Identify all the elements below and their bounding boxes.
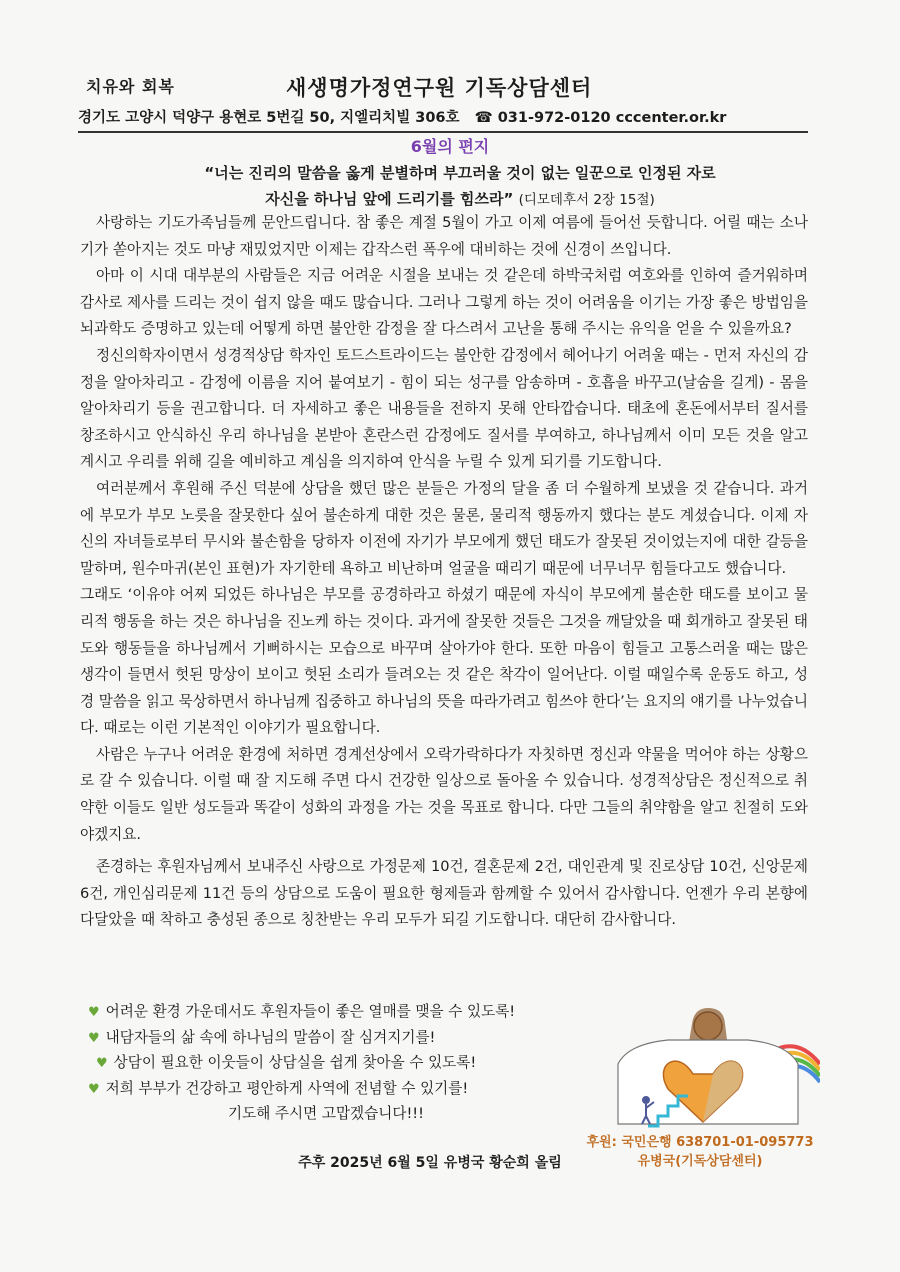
person-icon	[642, 1096, 650, 1104]
paragraph: 여러분께서 후원해 주신 덕분에 상담을 했던 많은 분들은 가정의 달을 좀 더 수월하게 보냈을 것 같습니다. 과거에 부모가 부모 노릇을 잘못한다 싶어 불손하게 대한 것은 물론, 물리적 행동까지 했다는 분도 계셨습니다. 이제 자신의 자녀들로부터 무시와 불손함을 당하자 이전에 자기가 부모에게 했던 태도가 잘못된 것이었는지에 대한 갈등을 말하며, 원수마귀(본인 표현)가 자기한테 욕하고 비난하며 얼굴을 때리기 때문에 너무너무 힘들다고도 했습니다.	[80, 479, 808, 577]
paragraph: 정신의학자이면서 성경적상담 학자인 토드스트라이드는 불안한 감정에서 헤어나기 어려울 때는 - 먼저 자신의 감정을 알아차리고 - 감정에 이름을 지어 붙여보기 - 힘이 되는 성구를 암송하며 - 호흡을 바꾸고(날숨을 길게) - 몸을 알아차리기 등을 권고합니다. 더 자세하고 좋은 내용들을 전하지 못해 안타깝습니다. 태초에 혼돈에서부터 질서를 창조하시고 안식하신 우리 하나님을 본받아 혼란스런 감정에도 질서를 부여하고, 하나님께서 이미 모든 것을 알고 계시고 우리를 위해 길을 예비하고 계심을 의지하여 안식을 누릴 수 있게 되기를 기도합니다.	[80, 346, 808, 471]
phone-number: 031-972-0120	[497, 110, 611, 126]
verse-line-1: “너는 진리의 말씀을 옳게 분별하며 부끄러울 것이 없는 일꾼으로 인정된 자로	[204, 164, 716, 182]
phone-icon: ☎	[474, 110, 493, 126]
verse-line-2	[100, 186, 820, 213]
paragraph: 사람은 누구나 어려운 환경에 처하면 경계선상에서 오락가락하다가 자칫하면 정신과 약물을 먹어야 하는 상황으로 갈 수 있습니다. 이럴 때 잘 지도해 주면 다시 건강한 일상으로 돌아올 수 있습니다. 성경적상담은 정신적으로 취약한 이들도 일반 성도들과 똑같이 성화의 과정을 가는 것을 목표로 합니다. 다만 그들의 취약함을 알고 친절히 도와야겠지요.	[80, 745, 808, 843]
verse-reference: (디모데후서 2장 15절)	[518, 192, 655, 208]
jesus-heart-illustration	[598, 1004, 820, 1130]
donation-holder: 유병국(기독상담센터)	[637, 1154, 763, 1169]
prayer-item: ♥ 저희 부부가 건강하고 평안하게 사역에 전념할 수 있기를!	[88, 1079, 469, 1097]
signature: 주후 2025년 6월 5일 유병국 황순희 올림	[298, 1155, 562, 1171]
prayer-item: ♥ 내담자들의 삶 속에 하나님의 말씀이 잘 심겨지기를!	[88, 1028, 436, 1046]
leaf-heart-icon: ♥	[96, 1056, 108, 1071]
prayer-closing: 기도해 주시면 고맙겠습니다!!!	[228, 1105, 425, 1122]
paragraph: 사랑하는 기도가족님들께 문안드립니다. 참 좋은 계절 5월이 가고 이제 여름에 들어선 듯합니다. 어릴 때는 소나기가 쏟아지는 것도 마냥 재밌었지만 이제는 갑작스런 폭우에 대비하는 것에 신경이 쓰입니다.	[80, 214, 808, 258]
address-line	[78, 106, 808, 133]
organization-name: 새생명가정연구원 기독상담센터	[286, 76, 593, 100]
prayer-list	[88, 1000, 648, 1127]
tagline: 치유와 회복	[86, 77, 175, 96]
leaf-heart-icon: ♥	[88, 1030, 100, 1046]
leaf-heart-icon: ♥	[88, 1081, 100, 1097]
header	[86, 72, 806, 100]
paragraph: 그래도 ‘이유야 어찌 되었든 하나님은 부모를 공경하라고 하셨기 때문에 자식이 부모에게 불손한 태도를 보이고 물리적 행동을 하는 것은 하나님을 진노케 하는 것이다. 과거에 잘못한 것들은 그것을 깨달았을 때 회개하고 잘못된 태도와 행동들을 하나님께서 기뻐하시는 모습으로 바꾸며 살아가야 한다. 또한 마음이 힘들고 고통스러울 때는 많은 생각이 들면서 헛된 망상이 보이고 헛된 소리가 들려오는 것 같은 착각이 일어난다. 이럴 때일수록 운동도 하고, 성경 말씀을 읽고 묵상하면서 하나님께 집중하고 하나님의 뜻을 따라가려고 힘쓰야 한다’는 요지의 얘기를 나누었습니다. 때로는 이런 기본적인 이야기가 필요합니다.	[80, 586, 808, 737]
donation-account: 후원: 국민은행 638701-01-095773	[586, 1135, 814, 1150]
letter-body	[80, 210, 808, 934]
verse	[100, 160, 820, 213]
verse-text: 자신을 하나님 앞에 드리기를 힘쓰라”	[265, 190, 514, 208]
address: 경기도 고양시 덕양구 용현로 5번길 50, 지엘리치빌 306호	[78, 110, 460, 126]
prayer-item: ♥ 어려운 환경 가운데서도 후원자들이 좋은 열매를 맺을 수 있도록!	[88, 1003, 516, 1020]
prayer-item: ♥ 상담이 필요한 이웃들이 상담실을 쉽게 찾아올 수 있도록!	[96, 1054, 477, 1071]
paragraph: 존경하는 후원자님께서 보내주신 사랑으로 가정문제 10건, 결혼문제 2건, 대인관계 및 진로상담 10건, 신앙문제 6건, 개인심리문제 11건 등의 상담으로 도움이 필요한 형제들과 함께할 수 있어서 감사합니다. 언젠가 우리 본향에 다달았을 때 착하고 충성된 종으로 칭찬받는 우리 모두가 되길 기도합니다. 대단히 감사합니다.	[80, 858, 808, 929]
leaf-heart-icon: ♥	[88, 1005, 100, 1020]
letter-title: 6월의 편지	[410, 137, 490, 156]
paragraph: 아마 이 시대 대부분의 사람들은 지금 어려운 시절을 보내는 것 같은데 하박국처럼 여호와를 인하여 즐거워하며 감사로 제사를 드리는 것이 쉽지 않을 때도 많습니다. 그러나 그렇게 하는 것이 어려움을 이기는 가장 좋은 방법임을 뇌과학도 증명하고 있는데 어떻게 하면 불안한 감정을 잘 다스려서 고난을 통해 주시는 유익을 얻을 수 있을까요?	[80, 267, 808, 338]
website: cccenter.or.kr	[615, 110, 727, 126]
